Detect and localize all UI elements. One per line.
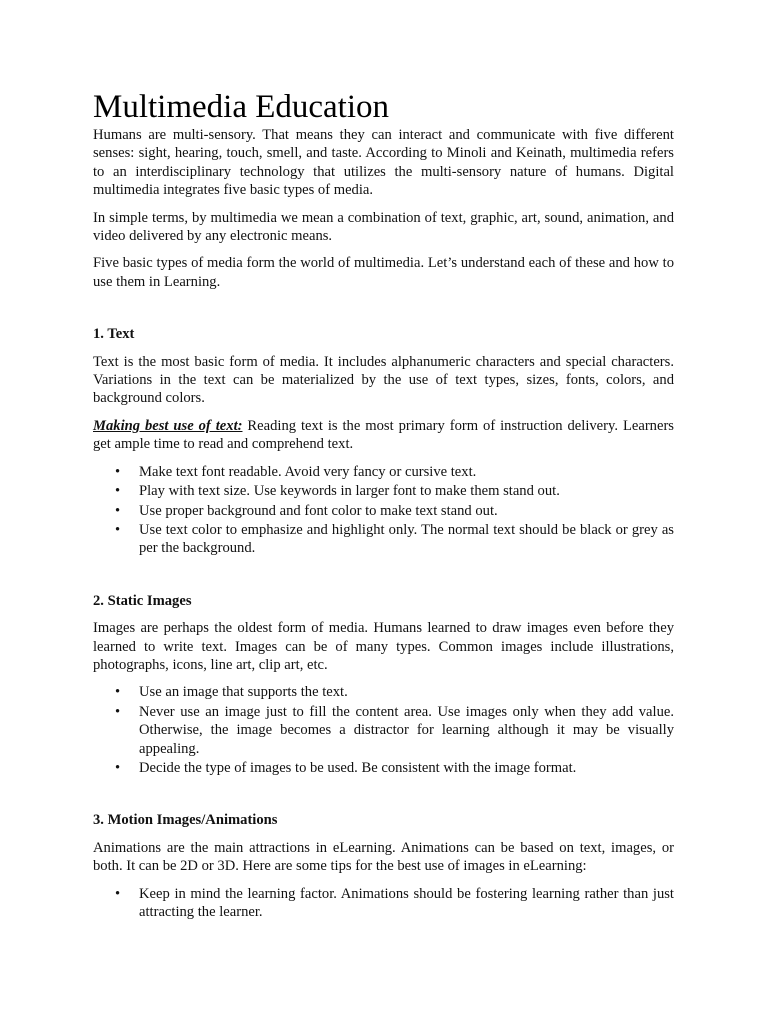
section-heading-text: 1. Text xyxy=(93,326,135,343)
image-tips-list xyxy=(93,683,674,777)
section-text-paragraph: Text is the most basic form of media. It includes alphanumeric characters and special characters. Variations in the text can be materialized by the use of text types, sizes, fonts, colors, and background colors. xyxy=(93,353,674,407)
best-use-paragraph xyxy=(93,417,674,454)
best-use-label: Making best use of text: xyxy=(93,417,243,434)
intro-paragraph-3: Five basic types of media form the world of multimedia. Let’s understand each of these and how to use them in Learning. xyxy=(93,255,674,290)
list-item: • Use an image that supports the text. xyxy=(93,683,674,701)
document-body xyxy=(93,88,674,922)
list-item: • Use text color to emphasize and highlight only. The normal text should be black or grey as per the background. xyxy=(93,521,674,558)
section-animations-paragraph: Animations are the main attractions in eLearning. Animations can be based on text, images, or both. It can be 2D or 3D. Here are some tips for the best use of images in eLearning: xyxy=(93,839,674,875)
section-images-paragraph: Images are perhaps the oldest form of media. Humans learned to draw images even before they learned to write text. Images can be of many types. Common images include illustrations, photographs, icons, line art, clip art, etc. xyxy=(93,620,674,673)
list-item: • Keep in mind the learning factor. Animations should be fostering learning rather than just attracting the learner. xyxy=(93,885,674,922)
animation-tips-list xyxy=(93,885,674,922)
section-heading-static-images: 2. Static Images xyxy=(93,592,192,609)
text-tips-list xyxy=(93,463,674,558)
list-item: • Decide the type of images to be used. Be consistent with the image format. xyxy=(93,759,674,777)
intro-paragraph-2: In simple terms, by multimedia we mean a combination of text, graphic, art, sound, animation, and video delivered by any electronic means. xyxy=(93,209,674,245)
list-item: • Play with text size. Use keywords in larger font to make them stand out. xyxy=(93,482,674,500)
best-use-text: Reading text is the most primary form of instruction delivery. Learners get ample time to read and comprehend text. xyxy=(93,417,674,453)
page-title: Multimedia Education xyxy=(93,89,390,125)
list-item: • Make text font readable. Avoid very fancy or cursive text. xyxy=(93,463,674,481)
section-heading-animations: 3. Motion Images/Animations xyxy=(93,812,278,829)
list-item: • Use proper background and font color to make text stand out. xyxy=(93,502,674,520)
list-item: • Never use an image just to fill the content area. Use images only when they add value. Otherwise, the image becomes a distractor for learning although it may be visually appealing. xyxy=(93,703,674,758)
intro-paragraph-1: Humans are multi-sensory. That means they can interact and communicate with five different senses: sight, hearing, touch, smell, and taste. According to Minoli and Keinath, multimedia refers to an interdisciplinary technology that utilizes the multi-sensory nature of humans. Digital multimedia integrates five basic types of media. xyxy=(93,127,674,199)
